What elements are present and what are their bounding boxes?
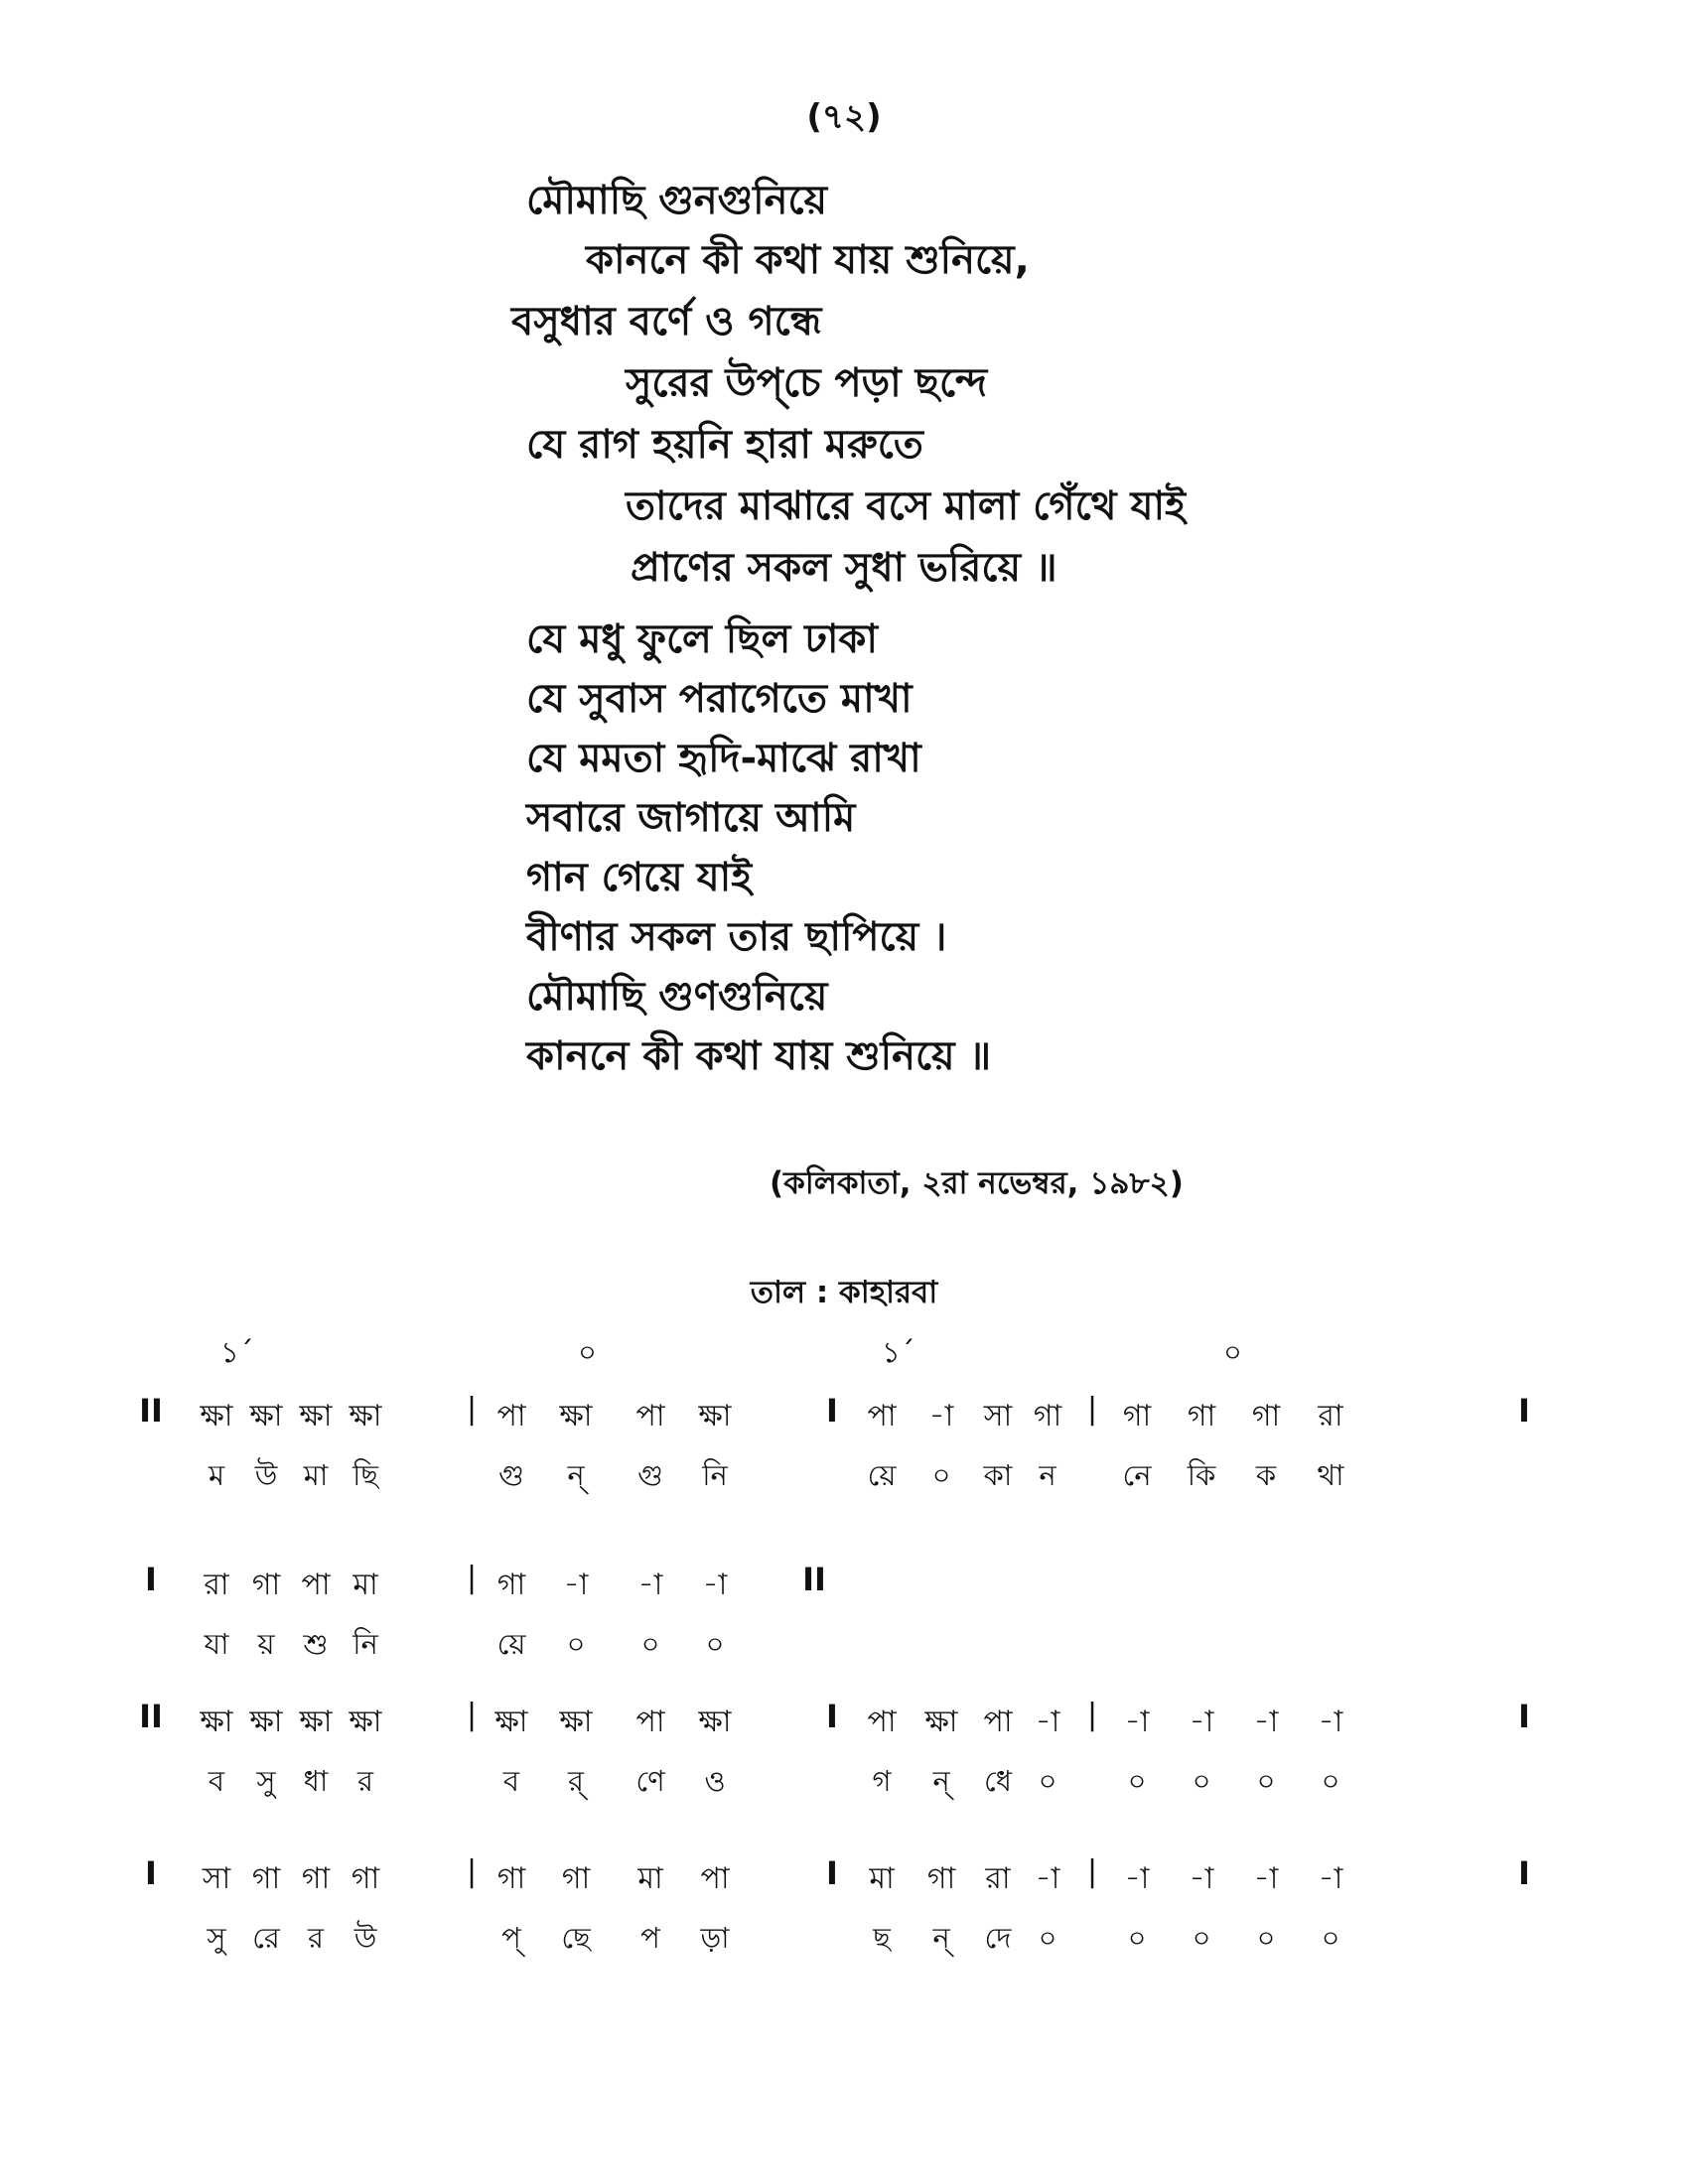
lyric-syllable: ০	[1127, 1921, 1147, 1955]
swara-note: -া	[1253, 1861, 1279, 1896]
lyric-syllable: ০	[566, 1627, 586, 1661]
lyric-syllable: ব	[208, 1764, 225, 1798]
swara-note: ক্ষা	[698, 1705, 732, 1739]
barline-m2: I	[826, 1698, 838, 1735]
lyric-syllable: থা	[1317, 1458, 1344, 1492]
lyric-line: যে মমতা হৃদি-মাঝে রাখা	[526, 736, 921, 781]
barline-start: I	[145, 1854, 157, 1892]
lyric-syllable: ০	[1321, 1921, 1340, 1955]
date-note: (কলিকাতা, ২রা নভেম্বর, ১৯৮২)	[770, 1165, 1184, 1201]
lyric-syllable: ছি	[352, 1458, 378, 1492]
swara-note: -া	[1318, 1861, 1343, 1896]
swara-note: মা	[352, 1568, 378, 1602]
barline-start: I	[145, 1561, 157, 1598]
swara-note: -া	[702, 1568, 728, 1602]
lyric-syllable: দে	[984, 1921, 1012, 1955]
lyric-syllable: যা	[204, 1627, 229, 1661]
swara-note: পা	[496, 1399, 526, 1433]
swara-note: গা	[1122, 1399, 1152, 1433]
swara-note: গা	[251, 1568, 281, 1602]
lyric-syllable: ০	[1192, 1764, 1211, 1798]
lyric-syllable: ও	[704, 1764, 726, 1798]
lyric-syllable: নে	[1122, 1458, 1152, 1492]
lyric-syllable: ছ	[873, 1921, 891, 1955]
lyric-syllable: ধে	[983, 1764, 1013, 1798]
swara-note: মা	[869, 1861, 895, 1896]
lyric-syllable: ০	[640, 1627, 660, 1661]
barline-m1: |	[466, 1392, 478, 1427]
lyric-line: বসুধার বর্ণে ও গন্ধে	[511, 299, 822, 344]
swara-note: -া	[1035, 1861, 1060, 1896]
beat-mark-khali: ০	[578, 1335, 597, 1369]
barline-m3: |	[1086, 1698, 1098, 1732]
lyric-syllable: প	[640, 1921, 660, 1955]
lyric-syllable: য়	[257, 1627, 275, 1661]
swara-note: সা	[983, 1399, 1013, 1433]
lyric-line: যে রাগ হয়নি হারা মরুতে	[526, 422, 923, 468]
lyric-syllable: ড়া	[700, 1921, 730, 1955]
swara-note: ক্ষা	[494, 1705, 528, 1739]
lyric-syllable: ০	[1127, 1764, 1147, 1798]
lyric-line: প্রাণের সকল সুধা ভরিয়ে ॥	[631, 545, 1057, 591]
swara-note: পা	[635, 1399, 665, 1433]
lyric-syllable: ণে	[635, 1764, 665, 1798]
lyric-syllable: ০	[1192, 1921, 1211, 1955]
lyric-syllable: ন্	[567, 1458, 585, 1492]
barline-end: I	[1518, 1392, 1530, 1430]
swara-note: গা	[1187, 1399, 1216, 1433]
lyric-syllable: র	[308, 1921, 324, 1955]
tal-heading: তাল : কাহারবা	[750, 1275, 938, 1310]
lyric-syllable: কি	[1187, 1458, 1216, 1492]
lyric-line: কাননে কী কথা যায় শুনিয়ে ॥	[526, 1033, 992, 1079]
barline-end: I	[1518, 1854, 1530, 1892]
swara-note: পা	[635, 1705, 665, 1739]
lyric-syllable: ০	[1038, 1764, 1057, 1798]
swara-note: ক্ষা	[559, 1399, 593, 1433]
lyric-syllable: ০	[931, 1458, 951, 1492]
swara-note: -া	[563, 1568, 589, 1602]
lyric-line: মৌমাছি গুণগুনিয়ে	[526, 974, 828, 1020]
swara-note: পা	[301, 1568, 331, 1602]
lyric-syllable: র্	[568, 1764, 584, 1798]
lyric-syllable: ন্	[932, 1764, 950, 1798]
swara-note: পা	[867, 1399, 897, 1433]
barline-m3: |	[1086, 1854, 1098, 1889]
barline-start: II	[139, 1392, 163, 1430]
swara-note: পা	[983, 1705, 1013, 1739]
lyric-syllable: গু	[498, 1458, 524, 1492]
swara-note: ক্ষা	[698, 1399, 732, 1433]
swara-note: গা	[351, 1861, 380, 1896]
lyric-syllable: ০	[1256, 1921, 1276, 1955]
lyric-syllable: প্	[501, 1921, 521, 1955]
lyric-syllable: উ	[353, 1921, 377, 1955]
swara-note: গা	[301, 1861, 331, 1896]
swara-note: পা	[867, 1705, 897, 1739]
lyric-line: কাননে কী কথা যায় শুনিয়ে,	[586, 237, 1030, 283]
page-number: (৭২)	[806, 97, 882, 137]
lyric-syllable: শু	[303, 1627, 329, 1661]
swara-note: ক্ষা	[349, 1399, 382, 1433]
lyric-syllable: ০	[1321, 1764, 1340, 1798]
lyric-syllable: রে	[252, 1921, 280, 1955]
barline-end: I	[1518, 1698, 1530, 1735]
swara-note: -া	[1124, 1861, 1150, 1896]
barline-m3: |	[1086, 1392, 1098, 1427]
swara-note: ক্ষা	[249, 1705, 283, 1739]
swara-note: গা	[251, 1861, 281, 1896]
swara-note: গা	[1033, 1399, 1062, 1433]
swara-note: গা	[496, 1861, 526, 1896]
lyric-syllable: গ	[872, 1764, 892, 1798]
swara-note: রা	[985, 1861, 1011, 1896]
swara-note: -া	[1253, 1705, 1279, 1739]
swara-note: -া	[1189, 1861, 1214, 1896]
lyric-syllable: উ	[254, 1458, 278, 1492]
swara-note: রা	[204, 1568, 229, 1602]
swara-note: গা	[1251, 1399, 1281, 1433]
swara-note: ক্ষা	[249, 1399, 283, 1433]
swara-note: ক্ষা	[349, 1705, 382, 1739]
swara-note: ক্ষা	[924, 1705, 958, 1739]
swara-note: ক্ষা	[559, 1705, 593, 1739]
lyric-syllable: য়ে	[867, 1458, 897, 1492]
lyric-syllable: ০	[1038, 1921, 1057, 1955]
beat-mark-sam: ১´	[220, 1335, 254, 1369]
swara-note: মা	[637, 1861, 663, 1896]
lyric-syllable: ০	[1256, 1764, 1276, 1798]
lyric-syllable: ন	[1039, 1458, 1056, 1492]
notation-row	[0, 1854, 1688, 1955]
swara-note: -া	[928, 1399, 954, 1433]
lyric-line: যে সুবাস পরাগেতে মাখা	[526, 676, 913, 722]
lyric-syllable: ব	[502, 1764, 520, 1798]
lyric-line: সবারে জাগায়ে আমি	[526, 795, 856, 841]
swara-note: -া	[1124, 1705, 1150, 1739]
barline-m1: |	[466, 1561, 478, 1595]
lyric-syllable: সু	[256, 1764, 276, 1798]
lyric-syllable: গু	[637, 1458, 663, 1492]
notation-row	[0, 1698, 1688, 1798]
lyric-syllable: ম	[208, 1458, 225, 1492]
lyric-syllable: কা	[983, 1458, 1013, 1492]
swara-note: ক্ষা	[200, 1705, 233, 1739]
swara-note: ক্ষা	[200, 1399, 233, 1433]
swara-note: ক্ষা	[299, 1399, 333, 1433]
swara-note: -া	[1318, 1705, 1343, 1739]
lyric-line: গান গেয়ে যাই	[526, 855, 753, 900]
lyric-line: সুরের উপ্‌চে পড়া ছন্দে	[626, 360, 988, 406]
beat-mark-sam: ১´	[882, 1335, 915, 1369]
lyric-syllable: মা	[303, 1458, 329, 1492]
lyric-line: যে মধু ফুলে ছিল ঢাকা	[526, 616, 879, 662]
lyric-line: বীণার সকল তার ছাপিয়ে ।	[526, 914, 947, 960]
barline-end: II	[802, 1561, 826, 1598]
barline-m2: I	[826, 1392, 838, 1430]
swara-note: গা	[926, 1861, 956, 1896]
lyric-syllable: য়ে	[496, 1627, 526, 1661]
swara-note: -া	[1035, 1705, 1060, 1739]
notation-row	[0, 1392, 1688, 1492]
lyric-syllable: ক	[1255, 1458, 1277, 1492]
lyric-syllable: ন্	[932, 1921, 950, 1955]
beat-mark-khali: ০	[1223, 1335, 1242, 1369]
swara-note: ক্ষা	[299, 1705, 333, 1739]
lyric-syllable: সু	[207, 1921, 226, 1955]
barline-m1: |	[466, 1698, 478, 1732]
barline-m2: I	[826, 1854, 838, 1892]
lyric-syllable: র	[357, 1764, 373, 1798]
swara-note: গা	[561, 1861, 591, 1896]
lyric-line: তাদের মাঝারে বসে মালা গেঁথে যাই	[626, 483, 1186, 529]
swara-note: রা	[1318, 1399, 1343, 1433]
beat-marks	[0, 1330, 1688, 1370]
lyric-syllable: ছে	[561, 1921, 591, 1955]
lyric-syllable: নি	[702, 1458, 728, 1492]
barline-m1: |	[466, 1854, 478, 1889]
swara-note: -া	[1189, 1705, 1214, 1739]
lyric-syllable: ০	[705, 1627, 725, 1661]
swara-note: সা	[202, 1861, 231, 1896]
lyric-syllable: নি	[352, 1627, 378, 1661]
notation-row	[0, 1561, 1688, 1661]
lyric-syllable: ধা	[303, 1764, 329, 1798]
swara-note: -া	[637, 1568, 663, 1602]
lyric-line: মৌমাছি গুনগুনিয়ে	[526, 178, 828, 223]
swara-note: গা	[496, 1568, 526, 1602]
barline-start: II	[139, 1698, 163, 1735]
swara-note: পা	[700, 1861, 730, 1896]
